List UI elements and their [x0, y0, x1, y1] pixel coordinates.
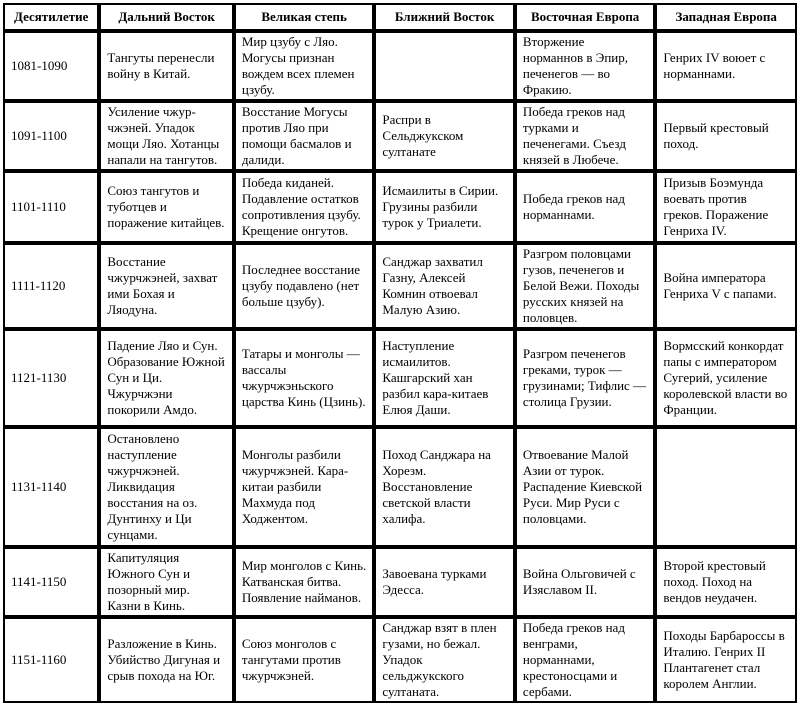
- cell-far-east: Разложение в Кинь. Убийство Дигуная и срыв похода на Юг.: [99, 617, 234, 703]
- cell-eastern-europe: Вторжение норманнов в Эпир, печенегов — во Фракию.: [515, 31, 656, 101]
- cell-great-steppe: Союз монголов с тангутами против чжурчжэней.: [234, 617, 375, 703]
- table-row: [3, 547, 797, 617]
- column-header-great-steppe: Великая степь: [234, 3, 375, 31]
- cell-decade: 1121-1130: [3, 329, 99, 427]
- cell-great-steppe: Мир монголов с Кинь. Катванская битва. Появление найманов.: [234, 547, 375, 617]
- cell-eastern-europe: Война Ольговичей с Изяславом II.: [515, 547, 656, 617]
- table-row: [3, 31, 797, 101]
- cell-eastern-europe: Разгром печенегов греками, турок — грузинами; Тифлис — столица Грузии.: [515, 329, 656, 427]
- cell-far-east: Остановлено наступление чжурчжэней. Ликвидация восстания на оз. Дунтинху и Ци сунцами.: [99, 427, 234, 547]
- cell-western-europe: Второй крестовый поход. Поход на вендов неудачен.: [655, 547, 797, 617]
- cell-decade: 1151-1160: [3, 617, 99, 703]
- header-row: [3, 3, 797, 31]
- cell-great-steppe: Последнее восстание цзубу подавлено (нет больше цзубу).: [234, 243, 375, 329]
- cell-far-east: Союз тангутов и туботцев и поражение китайцев.: [99, 171, 234, 243]
- column-header-western-europe: Западная Европа: [655, 3, 797, 31]
- cell-middle-east: Санджар захватил Газну, Алексей Комнин отвоевал Малую Азию.: [374, 243, 515, 329]
- cell-decade: 1131-1140: [3, 427, 99, 547]
- history-table: [3, 3, 797, 703]
- cell-eastern-europe: Разгром половцами гузов, печенегов и Белой Вежи. Походы русских князей на половцев.: [515, 243, 656, 329]
- cell-western-europe: Первый крестовый поход.: [655, 101, 797, 171]
- cell-western-europe: Призыв Боэмунда воевать против греков. Поражение Генриха IV.: [655, 171, 797, 243]
- cell-great-steppe: Монголы разбили чжурчжэней. Кара-китаи разбили Махмуда под Ходжентом.: [234, 427, 375, 547]
- table-row: [3, 101, 797, 171]
- cell-decade: 1091-1100: [3, 101, 99, 171]
- cell-far-east: Тангуты перенесли войну в Китай.: [99, 31, 234, 101]
- cell-western-europe: Походы Барбароссы в Италию. Генрих II Плантагенет стал королем Англии.: [655, 617, 797, 703]
- cell-eastern-europe: Отвоевание Малой Азии от турок. Распадение Киевской Руси. Мир Руси с половцами.: [515, 427, 656, 547]
- cell-far-east: Восстание чжурчжэней, захват ими Бохая и Ляодуна.: [99, 243, 234, 329]
- cell-middle-east: Поход Санджара на Хорезм. Восстановление светской власти халифа.: [374, 427, 515, 547]
- cell-decade: 1141-1150: [3, 547, 99, 617]
- cell-western-europe: Война императора Генриха V с папами.: [655, 243, 797, 329]
- cell-middle-east: Исмаилиты в Сирии. Грузины разбили турок у Триалети.: [374, 171, 515, 243]
- column-header-middle-east: Ближний Восток: [374, 3, 515, 31]
- table-row: [3, 171, 797, 243]
- cell-eastern-europe: Победа греков над норманнами.: [515, 171, 656, 243]
- cell-great-steppe: Мир цзубу с Ляо. Могусы признан вождем всех племен цзубу.: [234, 31, 375, 101]
- cell-middle-east: Завоевана турками Эдесса.: [374, 547, 515, 617]
- cell-decade: 1101-1110: [3, 171, 99, 243]
- cell-great-steppe: Восстание Могусы против Ляо при помощи басмалов и далиди.: [234, 101, 375, 171]
- cell-far-east: Падение Ляо и Сун. Образование Южной Сун и Ци. Чжурчжэни покорили Амдо.: [99, 329, 234, 427]
- cell-middle-east: Санджар взят в плен гузами, но бежал. Упадок сельджукского султаната.: [374, 617, 515, 703]
- column-header-decade: Десятилетие: [3, 3, 99, 31]
- cell-great-steppe: Татары и монголы — вассалы чжурчжэньского царства Кинь (Цзинь).: [234, 329, 375, 427]
- cell-middle-east: Наступление исмаилитов. Кашгарский хан разбил кара-китаев Елюя Даши.: [374, 329, 515, 427]
- cell-western-europe: [655, 427, 797, 547]
- table-row: [3, 243, 797, 329]
- cell-middle-east: Распри в Сельджукском султанате: [374, 101, 515, 171]
- cell-eastern-europe: Победа греков над венграми, норманнами, крестоносцами и сербами.: [515, 617, 656, 703]
- table-row: [3, 617, 797, 703]
- column-header-eastern-europe: Восточная Европа: [515, 3, 656, 31]
- cell-eastern-europe: Победа греков над турками и печенегами. Съезд князей в Любече.: [515, 101, 656, 171]
- cell-western-europe: Вормсский конкордат папы с императором Сугерий, усиление королевской власти во Франции.: [655, 329, 797, 427]
- cell-middle-east: [374, 31, 515, 101]
- table-row: [3, 329, 797, 427]
- column-header-far-east: Дальний Восток: [99, 3, 234, 31]
- cell-great-steppe: Победа киданей. Подавление остатков сопротивления цзубу. Крещение онгутов.: [234, 171, 375, 243]
- cell-far-east: Капитуляция Южного Сун и позорный мир. Казни в Кинь.: [99, 547, 234, 617]
- cell-western-europe: Генрих IV воюет с норманнами.: [655, 31, 797, 101]
- table-row: [3, 427, 797, 547]
- cell-decade: 1111-1120: [3, 243, 99, 329]
- cell-far-east: Усиление чжур-чжэней. Упадок мощи Ляо. Хотанцы напали на тангутов.: [99, 101, 234, 171]
- cell-decade: 1081-1090: [3, 31, 99, 101]
